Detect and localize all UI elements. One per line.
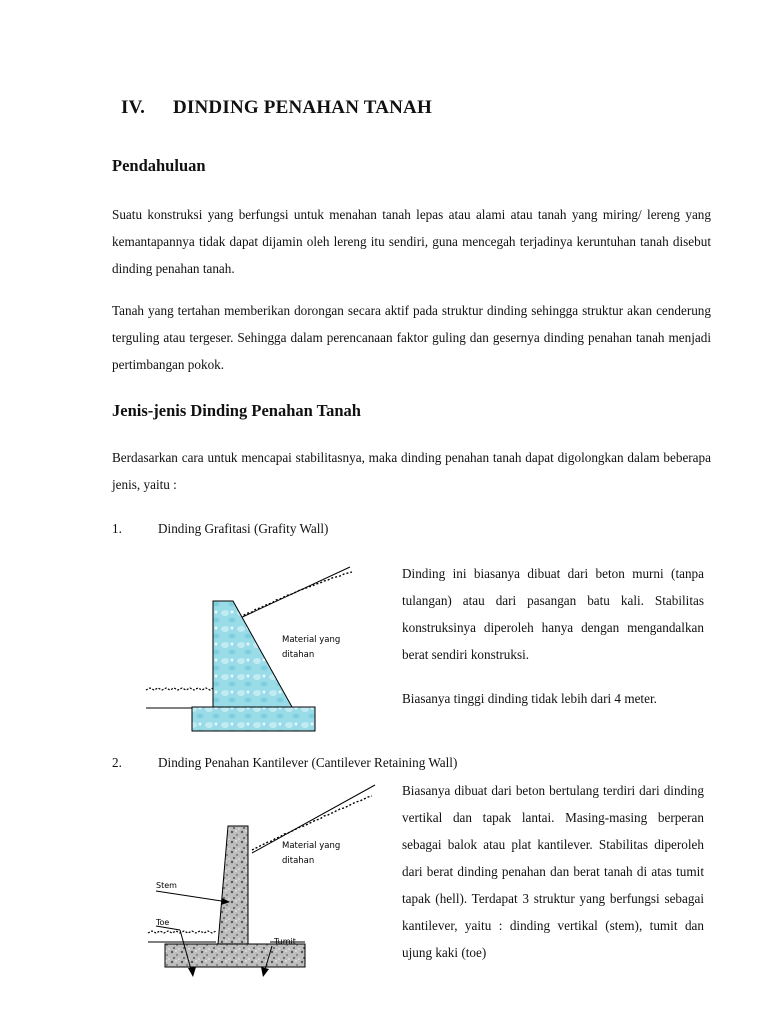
gravity-wall-base <box>192 707 315 731</box>
stem-label: Stem <box>156 881 177 890</box>
cantilever-stem <box>218 826 248 944</box>
front-ground-line <box>148 931 216 933</box>
cantilever-material-label-1: Material yang <box>282 841 341 851</box>
item-1-title-text: Dinding Grafitasi (Grafity Wall) <box>158 521 329 536</box>
intro-paragraph-1: Suatu konstruksi yang berfungsi untuk menahan tanah lepas atau alami atau tanah yang miring/ lereng yang kemantapannya tidak dapat dijamin oleh lereng itu sendiri, guna mencegah terjadinya keruntuhan tanah disebut dinding penahan tanah. <box>112 207 711 276</box>
item-2-title-text: Dinding Penahan Kantilever (Cantilever Retaining Wall) <box>158 755 458 770</box>
cantilever-wall-figure <box>140 780 380 980</box>
item-1-title <box>112 521 328 537</box>
gravity-material-label-1: Material yang <box>282 635 341 645</box>
gravity-material-label-2: ditahan <box>282 650 315 660</box>
cantilever-material-label-2: ditahan <box>282 856 315 866</box>
cantilever-base <box>165 944 305 967</box>
item-2-paragraph-1: Biasanya dibuat dari beton bertulang terdiri dari dinding vertikal dan tapak lantai. Masing-masing berperan sebagai balok atau plat kantilever. Stabilitas diperoleh dari berat dinding penahan dan berat tanah di atas tumit tapak (hell). Terdapat 3 struktur yang berfungsi sebagai kantilever, yaitu : dinding vertikal (stem), tumit dan ujung kaki (toe) <box>402 783 704 960</box>
stem-pointer <box>156 891 228 902</box>
item-1-number: 1. <box>112 521 122 536</box>
item-1-paragraph-1: Dinding ini biasanya dibuat dari beton murni (tanpa tulangan) atau dari pasangan batu kali. Stabilitas konstruksinya diperoleh hanya dengan mengandalkan berat sendiri konstruksi. <box>402 566 704 662</box>
item-2-title <box>112 755 457 771</box>
intro-paragraph-2: Tanah yang tertahan memberikan dorongan secara aktif pada struktur dinding sehingga struktur akan cenderung terguling atau tergeser. Sehingga dalam perencanaan faktor guling dan gesernya dinding penahan tanah menjadi pertimbangan pokok. <box>112 303 711 372</box>
gravity-wall-figure <box>140 560 370 740</box>
item-2-number: 2. <box>112 755 122 770</box>
item-1-paragraph-2: Biasanya tinggi dinding tidak lebih dari 4 meter. <box>402 691 657 706</box>
chapter-title <box>121 97 432 119</box>
toe-label: Toe <box>156 918 170 927</box>
intro-heading: Pendahuluan <box>112 156 206 175</box>
gravity-wall-body <box>213 601 292 707</box>
heel-label: Tumit <box>274 937 296 946</box>
chapter-number: IV. <box>121 97 146 118</box>
front-ground-line <box>146 688 213 690</box>
types-intro: Berdasarkan cara untuk mencapai stabilitasnya, maka dinding penahan tanah dapat digolongkan dalam beberapa jenis, yaitu : <box>112 450 711 492</box>
chapter-title-text: DINDING PENAHAN TANAH <box>173 97 432 118</box>
types-heading: Jenis-jenis Dinding Penahan Tanah <box>112 401 361 420</box>
